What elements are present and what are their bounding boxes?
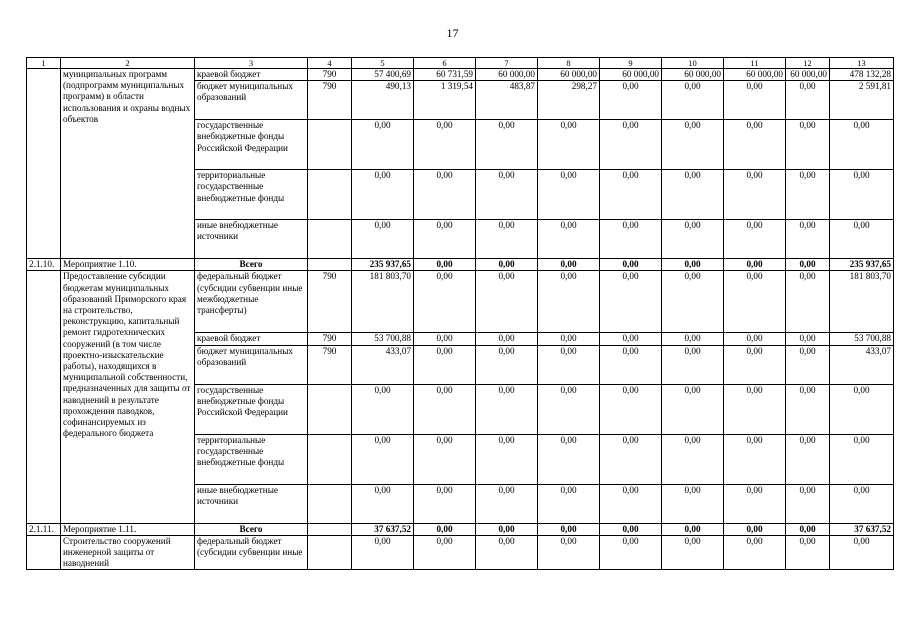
amount-cell: 0,00 xyxy=(476,333,538,345)
amount-cell: 0,00 xyxy=(724,333,786,345)
amount-cell: 0,00 xyxy=(414,120,476,170)
amount-cell: 60 000,00 xyxy=(662,69,724,81)
amount-cell: 0,00 xyxy=(786,271,830,333)
amount-cell: 298,27 xyxy=(538,81,600,120)
amount-cell: 0,00 xyxy=(538,434,600,484)
column-number: 11 xyxy=(724,58,786,69)
funding-row xyxy=(27,69,894,81)
amount-cell: 0,00 xyxy=(830,220,894,259)
budget-code xyxy=(308,120,352,170)
column-number: 5 xyxy=(352,58,414,69)
item-number-empty xyxy=(27,535,61,570)
budget-code xyxy=(308,535,352,570)
amount-cell: 0,00 xyxy=(600,271,662,333)
amount-cell: 60 731,59 xyxy=(414,69,476,81)
funding-source: территориальные государственные внебюджетные фонды xyxy=(195,170,308,220)
funding-source: государственные внебюджетные фонды Российской Федерации xyxy=(195,120,308,170)
funding-source: федеральный бюджет (субсидии субвенции иные межбюджетные трансферты) xyxy=(195,271,308,333)
amount-cell: 0,00 xyxy=(414,434,476,484)
amount-cell: 181 803,70 xyxy=(352,271,414,333)
amount-cell: 0,00 xyxy=(352,434,414,484)
measure-description: муниципальных программ (подпрограмм муниципальных программ) в области использования и охраны водных объектов xyxy=(61,69,195,259)
amount-cell: 0,00 xyxy=(476,523,538,535)
column-number: 7 xyxy=(476,58,538,69)
funding-source: бюджет муниципальных образований xyxy=(195,345,308,384)
amount-cell: 0,00 xyxy=(538,271,600,333)
amount-cell: 0,00 xyxy=(352,220,414,259)
funding-row xyxy=(27,535,894,570)
column-number: 4 xyxy=(308,58,352,69)
amount-cell: 60 000,00 xyxy=(724,69,786,81)
amount-cell: 0,00 xyxy=(724,523,786,535)
amount-cell: 0,00 xyxy=(414,259,476,271)
amount-cell: 0,00 xyxy=(830,434,894,484)
amount-cell: 0,00 xyxy=(600,333,662,345)
amount-cell: 0,00 xyxy=(786,535,830,570)
amount-cell: 0,00 xyxy=(414,271,476,333)
column-number: 9 xyxy=(600,58,662,69)
funding-row xyxy=(27,271,894,333)
amount-cell: 0,00 xyxy=(538,523,600,535)
funding-source: государственные внебюджетные фонды Российской Федерации xyxy=(195,384,308,434)
budget-code: 790 xyxy=(308,333,352,345)
budget-code xyxy=(308,170,352,220)
budget-code: 790 xyxy=(308,69,352,81)
funding-source: краевой бюджет xyxy=(195,333,308,345)
amount-cell: 0,00 xyxy=(600,523,662,535)
amount-cell: 0,00 xyxy=(414,384,476,434)
amount-cell: 0,00 xyxy=(830,384,894,434)
budget-code xyxy=(308,523,352,535)
column-number: 2 xyxy=(61,58,195,69)
amount-cell: 0,00 xyxy=(662,384,724,434)
amount-cell: 60 000,00 xyxy=(538,69,600,81)
funding-source: федеральный бюджет (субсидии субвенции иные xyxy=(195,535,308,570)
column-number: 10 xyxy=(662,58,724,69)
amount-cell: 0,00 xyxy=(476,535,538,570)
amount-cell: 0,00 xyxy=(786,345,830,384)
amount-cell: 0,00 xyxy=(786,220,830,259)
amount-cell: 0,00 xyxy=(538,220,600,259)
amount-cell: 0,00 xyxy=(724,120,786,170)
amount-cell: 0,00 xyxy=(786,434,830,484)
column-number: 13 xyxy=(830,58,894,69)
amount-cell: 0,00 xyxy=(414,333,476,345)
amount-cell: 433,07 xyxy=(352,345,414,384)
amount-cell: 37 637,52 xyxy=(352,523,414,535)
item-number xyxy=(27,69,61,259)
measure-title: Мероприятие 1.10. xyxy=(61,259,195,271)
amount-cell: 0,00 xyxy=(724,271,786,333)
amount-cell: 2 591,81 xyxy=(830,81,894,120)
amount-cell: 0,00 xyxy=(538,120,600,170)
amount-cell: 0,00 xyxy=(476,220,538,259)
amount-cell: 0,00 xyxy=(662,535,724,570)
budget-code: 790 xyxy=(308,345,352,384)
amount-cell: 0,00 xyxy=(352,170,414,220)
budget-code xyxy=(308,434,352,484)
column-number: 3 xyxy=(195,58,308,69)
amount-cell: 0,00 xyxy=(600,345,662,384)
amount-cell: 0,00 xyxy=(662,523,724,535)
amount-cell: 0,00 xyxy=(476,484,538,523)
total-label: Всего xyxy=(195,523,308,535)
amount-cell: 0,00 xyxy=(662,345,724,384)
funding-source: краевой бюджет xyxy=(195,69,308,81)
amount-cell: 0,00 xyxy=(352,535,414,570)
amount-cell: 0,00 xyxy=(600,170,662,220)
amount-cell: 0,00 xyxy=(538,345,600,384)
amount-cell: 478 132,28 xyxy=(830,69,894,81)
amount-cell: 0,00 xyxy=(600,384,662,434)
amount-cell: 0,00 xyxy=(476,271,538,333)
amount-cell: 0,00 xyxy=(662,220,724,259)
amount-cell: 0,00 xyxy=(786,523,830,535)
amount-cell: 0,00 xyxy=(662,259,724,271)
amount-cell: 0,00 xyxy=(414,535,476,570)
amount-cell: 0,00 xyxy=(662,434,724,484)
item-number: 2.1.11. xyxy=(27,523,61,535)
amount-cell: 0,00 xyxy=(414,220,476,259)
amount-cell: 0,00 xyxy=(476,434,538,484)
amount-cell: 53 700,88 xyxy=(830,333,894,345)
amount-cell: 0,00 xyxy=(830,120,894,170)
amount-cell: 0,00 xyxy=(724,81,786,120)
amount-cell: 0,00 xyxy=(724,434,786,484)
amount-cell: 0,00 xyxy=(786,484,830,523)
amount-cell: 0,00 xyxy=(724,345,786,384)
amount-cell: 60 000,00 xyxy=(476,69,538,81)
amount-cell: 0,00 xyxy=(414,484,476,523)
funding-source: иные внебюджетные источники xyxy=(195,484,308,523)
column-number: 1 xyxy=(27,58,61,69)
budget-code xyxy=(308,220,352,259)
amount-cell: 60 000,00 xyxy=(786,69,830,81)
amount-cell: 0,00 xyxy=(538,170,600,220)
amount-cell: 490,13 xyxy=(352,81,414,120)
column-number: 12 xyxy=(786,58,830,69)
amount-cell: 60 000,00 xyxy=(600,69,662,81)
amount-cell: 0,00 xyxy=(352,120,414,170)
amount-cell: 0,00 xyxy=(662,81,724,120)
amount-cell: 0,00 xyxy=(662,170,724,220)
item-number: 2.1.10. xyxy=(27,259,61,271)
amount-cell: 0,00 xyxy=(414,523,476,535)
amount-cell: 0,00 xyxy=(476,170,538,220)
table-body xyxy=(27,58,894,570)
amount-cell: 0,00 xyxy=(724,170,786,220)
amount-cell: 0,00 xyxy=(600,484,662,523)
amount-cell: 0,00 xyxy=(476,384,538,434)
amount-cell: 0,00 xyxy=(724,384,786,434)
amount-cell: 53 700,88 xyxy=(352,333,414,345)
amount-cell: 0,00 xyxy=(414,345,476,384)
amount-cell: 483,87 xyxy=(476,81,538,120)
total-label: Всего xyxy=(195,259,308,271)
amount-cell: 0,00 xyxy=(786,81,830,120)
amount-cell: 0,00 xyxy=(600,120,662,170)
measure-title: Мероприятие 1.11. xyxy=(61,523,195,535)
amount-cell: 0,00 xyxy=(600,81,662,120)
amount-cell: 0,00 xyxy=(538,384,600,434)
amount-cell: 0,00 xyxy=(830,535,894,570)
amount-cell: 0,00 xyxy=(600,259,662,271)
budget-code: 790 xyxy=(308,81,352,120)
amount-cell: 0,00 xyxy=(724,259,786,271)
amount-cell: 0,00 xyxy=(786,259,830,271)
budget-code: 790 xyxy=(308,271,352,333)
amount-cell: 1 319,54 xyxy=(414,81,476,120)
amount-cell: 0,00 xyxy=(476,345,538,384)
amount-cell: 0,00 xyxy=(830,484,894,523)
amount-cell: 0,00 xyxy=(724,535,786,570)
total-row xyxy=(27,259,894,271)
measure-description: Предоставление субсидии бюджетам муниципальных образований Приморского края на строительство, реконструкцию, капитальный ремонт гидротехнических сооружений (в том числе проектно-изыскательские работы), находящихся в муниципальной собственности, предназначенных для защиты от наводнений в результате прохождения паводков, софинансируемых из федерального бюджета xyxy=(61,271,195,523)
amount-cell: 0,00 xyxy=(476,259,538,271)
amount-cell: 0,00 xyxy=(724,220,786,259)
amount-cell: 0,00 xyxy=(476,120,538,170)
amount-cell: 0,00 xyxy=(724,484,786,523)
page-number: 17 xyxy=(446,26,459,40)
funding-source: бюджет муниципальных образований xyxy=(195,81,308,120)
item-number-empty xyxy=(27,271,61,523)
amount-cell: 37 637,52 xyxy=(830,523,894,535)
amount-cell: 0,00 xyxy=(662,271,724,333)
amount-cell: 0,00 xyxy=(786,120,830,170)
amount-cell: 57 400,69 xyxy=(352,69,414,81)
amount-cell: 181 803,70 xyxy=(830,271,894,333)
amount-cell: 0,00 xyxy=(786,170,830,220)
total-row xyxy=(27,523,894,535)
funding-source: территориальные государственные внебюджетные фонды xyxy=(195,434,308,484)
amount-cell: 0,00 xyxy=(414,170,476,220)
funding-source: иные внебюджетные источники xyxy=(195,220,308,259)
column-number: 6 xyxy=(414,58,476,69)
amount-cell: 0,00 xyxy=(830,170,894,220)
amount-cell: 0,00 xyxy=(600,535,662,570)
amount-cell: 0,00 xyxy=(352,384,414,434)
amount-cell: 433,07 xyxy=(830,345,894,384)
amount-cell: 235 937,65 xyxy=(352,259,414,271)
amount-cell: 0,00 xyxy=(538,535,600,570)
measure-description: Строительство сооружений инженерной защиты от наводнений xyxy=(61,535,195,570)
amount-cell: 0,00 xyxy=(538,259,600,271)
column-number-row xyxy=(27,58,894,69)
amount-cell: 0,00 xyxy=(538,333,600,345)
amount-cell: 0,00 xyxy=(662,484,724,523)
amount-cell: 235 937,65 xyxy=(830,259,894,271)
amount-cell: 0,00 xyxy=(786,333,830,345)
budget-code xyxy=(308,384,352,434)
budget-table xyxy=(26,57,894,570)
amount-cell: 0,00 xyxy=(352,484,414,523)
amount-cell: 0,00 xyxy=(662,120,724,170)
column-number: 8 xyxy=(538,58,600,69)
amount-cell: 0,00 xyxy=(600,220,662,259)
budget-code xyxy=(308,484,352,523)
amount-cell: 0,00 xyxy=(662,333,724,345)
amount-cell: 0,00 xyxy=(538,484,600,523)
amount-cell: 0,00 xyxy=(786,384,830,434)
amount-cell: 0,00 xyxy=(600,434,662,484)
budget-code xyxy=(308,259,352,271)
